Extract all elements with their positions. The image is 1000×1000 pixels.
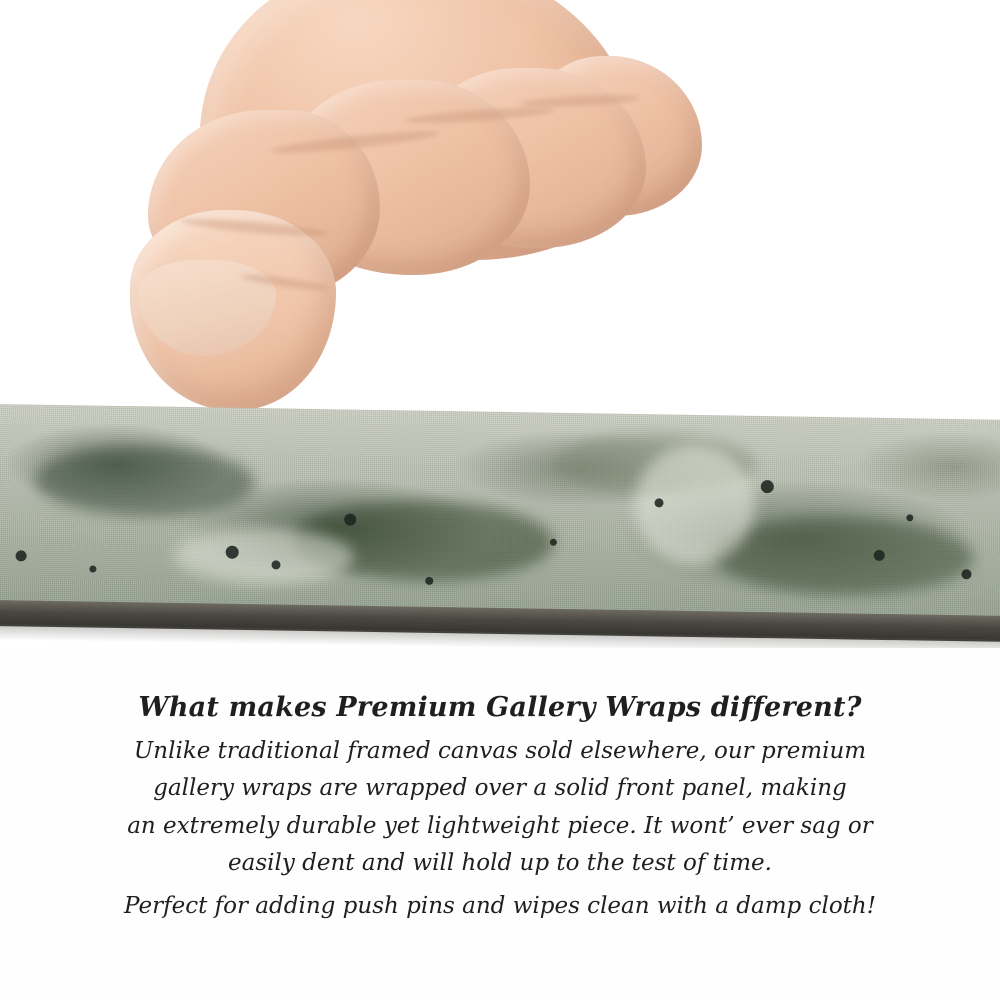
canvas-speck: [761, 480, 774, 493]
canvas-speck: [906, 514, 913, 521]
canvas-artwork-face: [0, 404, 1000, 618]
caption-line-1: Unlike traditional framed canvas sold elsewhere, our premium: [133, 738, 867, 765]
canvas-speck: [961, 569, 971, 579]
artwork-blotch: [34, 445, 255, 518]
canvas-speck: [89, 565, 96, 572]
artwork-blotch: [713, 515, 974, 597]
canvas-speck: [425, 577, 433, 585]
gallery-wrap-canvas: [0, 404, 1000, 648]
canvas-speck: [16, 550, 27, 561]
hand-illustration: [120, 0, 680, 430]
canvas-speck: [654, 498, 663, 507]
caption-line-2: gallery wraps are wrapped over a solid front panel, making: [153, 775, 847, 802]
caption-block: [0, 690, 1000, 925]
canvas-speck: [344, 513, 356, 525]
caption-title: What makes Premium Gallery Wraps different?: [138, 692, 862, 723]
canvas-speck: [271, 560, 280, 569]
canvas-speck: [550, 539, 557, 546]
canvas-speck: [226, 546, 239, 559]
caption-closing-line: Perfect for adding push pins and wipes clean with a damp cloth!: [124, 893, 876, 920]
caption-line-3: an extremely durable yet lightweight piece. It wont’ ever sag or: [127, 812, 873, 839]
caption-line-4: easily dent and will hold up to the test of time.: [228, 849, 772, 876]
